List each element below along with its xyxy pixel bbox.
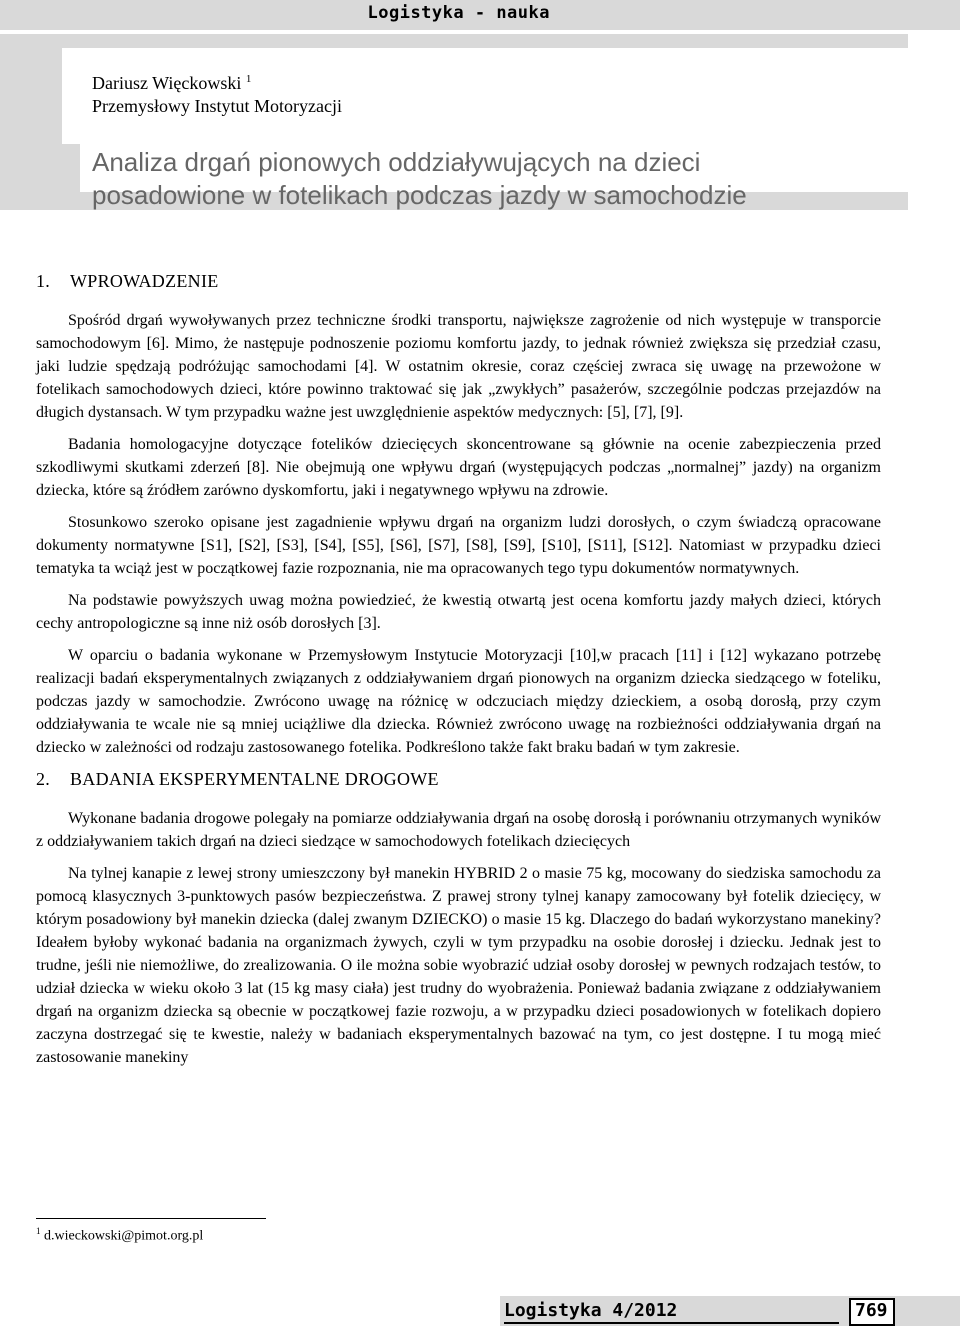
header-panel-notch bbox=[62, 48, 80, 144]
paper-title-line-2: posadowione w fotelikach podczas jazdy w samochodzie bbox=[92, 180, 747, 210]
running-header: Logistyka - nauka bbox=[367, 3, 550, 23]
author-name-line bbox=[92, 68, 342, 95]
running-header-bar bbox=[0, 0, 960, 30]
footer-underline bbox=[504, 1322, 839, 1324]
author-block bbox=[92, 68, 342, 118]
author-footnote-mark: 1 bbox=[245, 73, 252, 85]
author-affiliation: Przemysłowy Instytut Motoryzacji bbox=[92, 96, 342, 116]
section-title: WPROWADZENIE bbox=[70, 271, 219, 291]
section-number: 2. bbox=[36, 769, 51, 789]
footnote-email[interactable]: d.wieckowski@pimot.org.pl bbox=[44, 1228, 204, 1244]
page-number: 769 bbox=[855, 1300, 888, 1321]
paragraph: Na podstawie powyższych uwag można powiedzieć, że kwestią otwartą jest ocena komfortu jazdy małych dzieci, których cechy antropologiczne są inne niż osób dorosłych [3]. bbox=[36, 592, 881, 632]
paper-title bbox=[92, 146, 892, 212]
header-right-margin bbox=[910, 34, 960, 210]
paragraph: Spośród drgań wywoływanych przez techniczne środki transportu, największe zagrożenie od nich występuje w transporcie samochodowym [6]. Mimo, że następuje podnoszenie poziomu komfortu jazdy, to jednak również zwiększa się przedział czasu, jaki ludzie spędzają podróżując samochodami [4]. W ostatnim okresie, coraz częściej zwraca się uwagę na przewożone w fotelikach samochodowych dzieci, które powinno traktować się jak „zwykłych” pasażerów, szczególnie podczas przejazdów na długich dystansach. W tym przypadku ważne jest uwzględnienie aspektów medycznych: [5], [7], [9]. bbox=[36, 312, 881, 421]
paragraph: W oparciu o badania wykonane w Przemysłowym Instytucie Motoryzacji [10],w pracach [11] i [12] wykazano potrzebę realizacji badań eksperymentalnych związanych z oddziaływaniem drgań pionowych na organizm dziecka siedzącego w foteliku, podczas jazdy w samochodzie. Zwrócono uwagę na różnicę w odczuciach między dzieckiem, a osobą dorosłą, przy czym oddziaływania te wcale nie są mniej uciążliwe dla dziecka. Również zwrócono uwagę na rozbieżności oddziaływania drgań na dziecko w zależności od rodzaju zastosowanego fotelika. Podkreślono także fakt braku badań w tym zakresie. bbox=[36, 647, 881, 756]
paper-title-line-1: Analiza drgań pionowych oddziaływujących na dzieci bbox=[92, 147, 701, 177]
footnote-mark: 1 bbox=[36, 1226, 41, 1236]
article-body bbox=[36, 270, 881, 1078]
footnote-separator bbox=[36, 1218, 266, 1219]
section-heading bbox=[36, 768, 881, 791]
section-title: BADANIA EKSPERYMENTALNE DROGOWE bbox=[70, 769, 439, 789]
paragraph: Na tylnej kanapie z lewej strony umieszczony był manekin HYBRID 2 o masie 75 kg, mocowany do siedziska samochodu za pomocą klasycznych 3-punktowych pasów bezpieczeństwa. Z prawej strony tylnej kanapy zamocowany był fotelik dziecięcy, w którym posadowiony był manekin dziecka (dalej zwanym DZIECKO) o masie 15 kg. Dlaczego do badań wykorzystano manekiny? Ideałem byłoby wykonać badania na organizmach żywych, czyli w tym przypadku na osobie dorosłej i dziecku. Jednak jest to trudne, jeśli nie niemożliwe, do zrealizowania. O ile można sobie wyobrazić udział osoby dorosłej w pewnych rodzajach testów, to udział dziecka w wieku około 3 lat (15 kg masy ciała) jest trudny do wyobrażenia. Ponieważ badania związane z oddziaływaniem drgań na organizm dziecka są obecnie w początkowej fazie rozwoju, a w przypadku dzieci posadowionych w fotelikach dopiero zaczyna dostrzegać się te kwestie, należy w badaniach eksperymentalnych bazować na tym, co jest dostępne. I tu mogą mieć zastosowanie manekiny bbox=[36, 865, 881, 1066]
paragraph: Stosunkowo szeroko opisane jest zagadnienie wpływu drgań na organizm ludzi dorosłych, o czym świadczą opracowane dokumenty normatywne [S1], [S2], [S3], [S4], [S5], [S6], [S7], [S8], [S9], [S10], [S11], [S12]. Natomiast w przypadku dzieci tematyka ta wciąż jest w początkowej fazie rozpoznania, nie ma opracowanych tego typu dokumentów normatywnych. bbox=[36, 514, 881, 577]
author-name: Dariusz Więckowski bbox=[92, 73, 242, 93]
section-heading bbox=[36, 270, 881, 293]
paragraph: Badania homologacyjne dotyczące fotelików dziecięcych skoncentrowane są głównie na ocenie zabezpieczenia przed szkodliwymi skutkami zderzeń [8]. Nie obejmują one wpływu drgań (występujących podczas „normalnej” jazdy) na organizm dziecka, które są źródłem zarówno dyskomfortu, jaki i negatywnego wpływu na zdrowie. bbox=[36, 436, 881, 499]
paragraph: Wykonane badania drogowe polegały na pomiarze oddziaływania drgań na osobę dorosłą i porównaniu otrzymanych wyników z oddziaływaniem takich drgań na dzieci siedzące w samochodowych fotelikach dziecięcych bbox=[36, 810, 881, 850]
header-left-decoration bbox=[0, 34, 62, 210]
section-number: 1. bbox=[36, 271, 51, 291]
footnote bbox=[36, 1226, 203, 1245]
footer-journal-issue: Logistyka 4/2012 bbox=[504, 1300, 678, 1321]
